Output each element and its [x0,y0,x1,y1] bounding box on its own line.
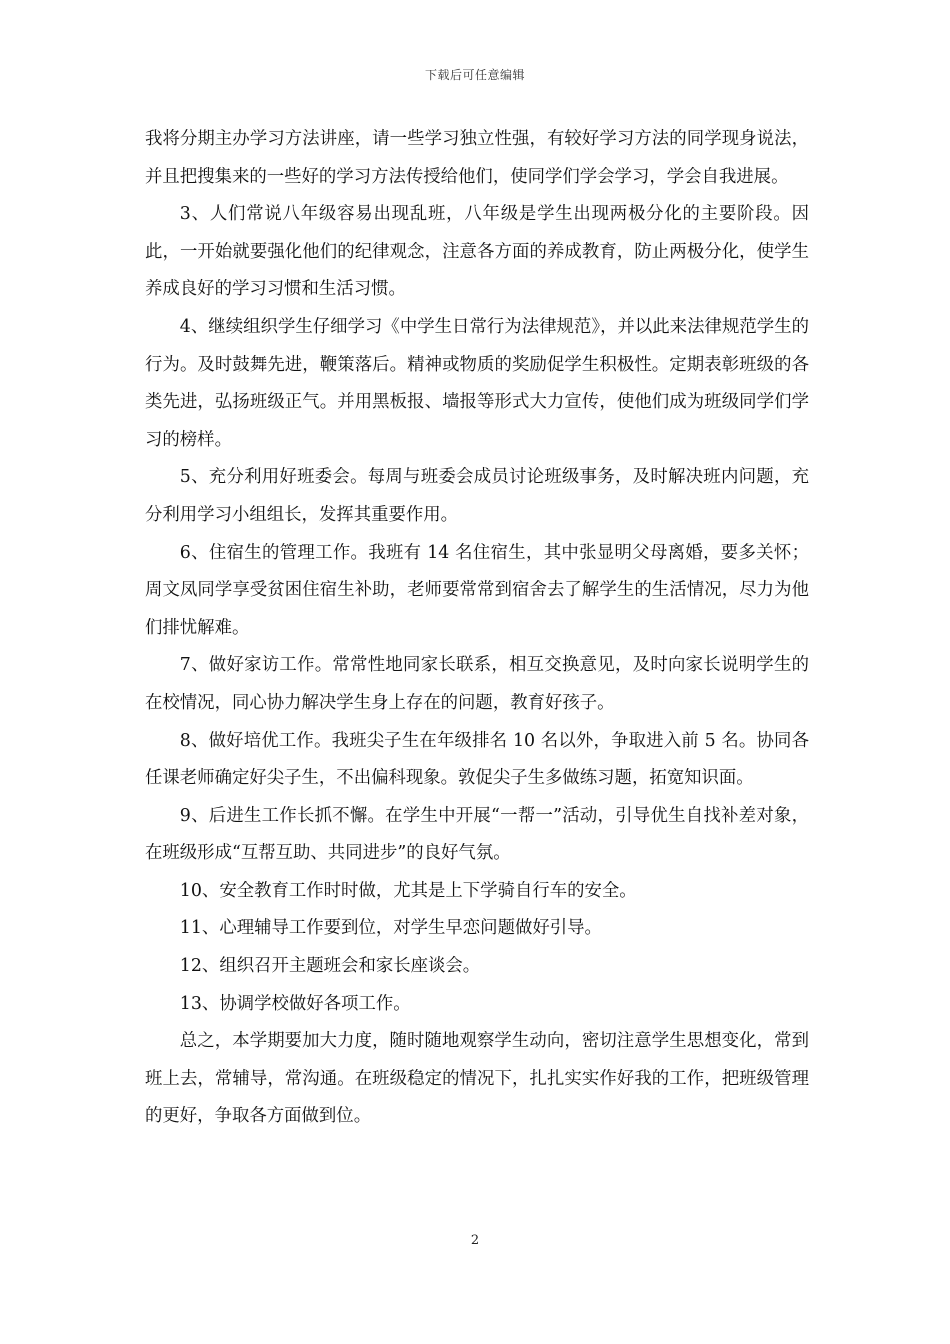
paragraph: 10、安全教育工作时时做，尤其是上下学骑自行车的安全。 [179,880,637,901]
page-number: 2 [470,1233,480,1248]
paragraph: 7、做好家访工作。常常性地同家长联系，相互交换意见，及时向家长说明学生的在校情况，同心协力解决学生身上存在的问题，教育好孩子。 [145,655,809,713]
paragraph: 5、充分利用好班委会。每周与班委会成员讨论班级事务，及时解决班内问题，充分利用学习小组组长，发挥其重要作用。 [145,467,809,525]
document-body [145,121,809,1136]
page-header: 下载后可任意编辑 [424,68,525,82]
paragraph: 9、后进生工作长抓不懈。在学生中开展“一帮一”活动，引导优生自找补差对象，在班级形成“互帮互助、共同进步”的良好气氛。 [145,805,809,864]
paragraph: 11、心理辅导工作要到位，对学生早恋问题做好引导。 [179,918,602,939]
paragraph: 总之，本学期要加大力度，随时随地观察学生动向，密切注意学生思想变化，常到班上去，常辅导，常沟通。在班级稳定的情况下，扎扎实实作好我的工作，把班级管理的更好，争取各方面做到位。 [145,1031,809,1127]
paragraph: 6、住宿生的管理工作。我班有 14 名住宿生，其中张显明父母离婚，要多关怀；周文凤同学享受贫困住宿生补助，老师要常常到宿舍去了解学生的生活情况，尽力为他们排忧解难。 [145,542,809,638]
paragraph: 我将分期主办学习方法讲座，请一些学习独立性强，有较好学习方法的同学现身说法，并且把搜集来的一些好的学习方法传授给他们，使同学们学会学习，学会自我进展。 [145,129,809,187]
paragraph: 4、继续组织学生仔细学习《中学生日常行为法律规范》，并以此来法律规范学生的行为。及时鼓舞先进，鞭策落后。精神或物质的奖励促学生积极性。定期表彰班级的各类先进，弘扬班级正气。并用黑板报、墙报等形式大力宣传，使他们成为班级同学们学习的榜样。 [145,316,809,450]
paragraph: 13、协调学校做好各项工作。 [179,993,411,1014]
paragraph: 8、做好培优工作。我班尖子生在年级排名 10 名以外，争取进入前 5 名。协同各任课老师确定好尖子生，不出偏科现象。敦促尖子生多做练习题，拓宽知识面。 [145,730,809,789]
paragraph: 12、组织召开主题班会和家长座谈会。 [179,956,481,977]
paragraph: 3、人们常说八年级容易出现乱班，八年级是学生出现两极分化的主要阶段。因此，一开始就要强化他们的纪律观念，注意各方面的养成教育，防止两极分化，使学生养成良好的学习习惯和生活习惯。 [145,204,809,300]
